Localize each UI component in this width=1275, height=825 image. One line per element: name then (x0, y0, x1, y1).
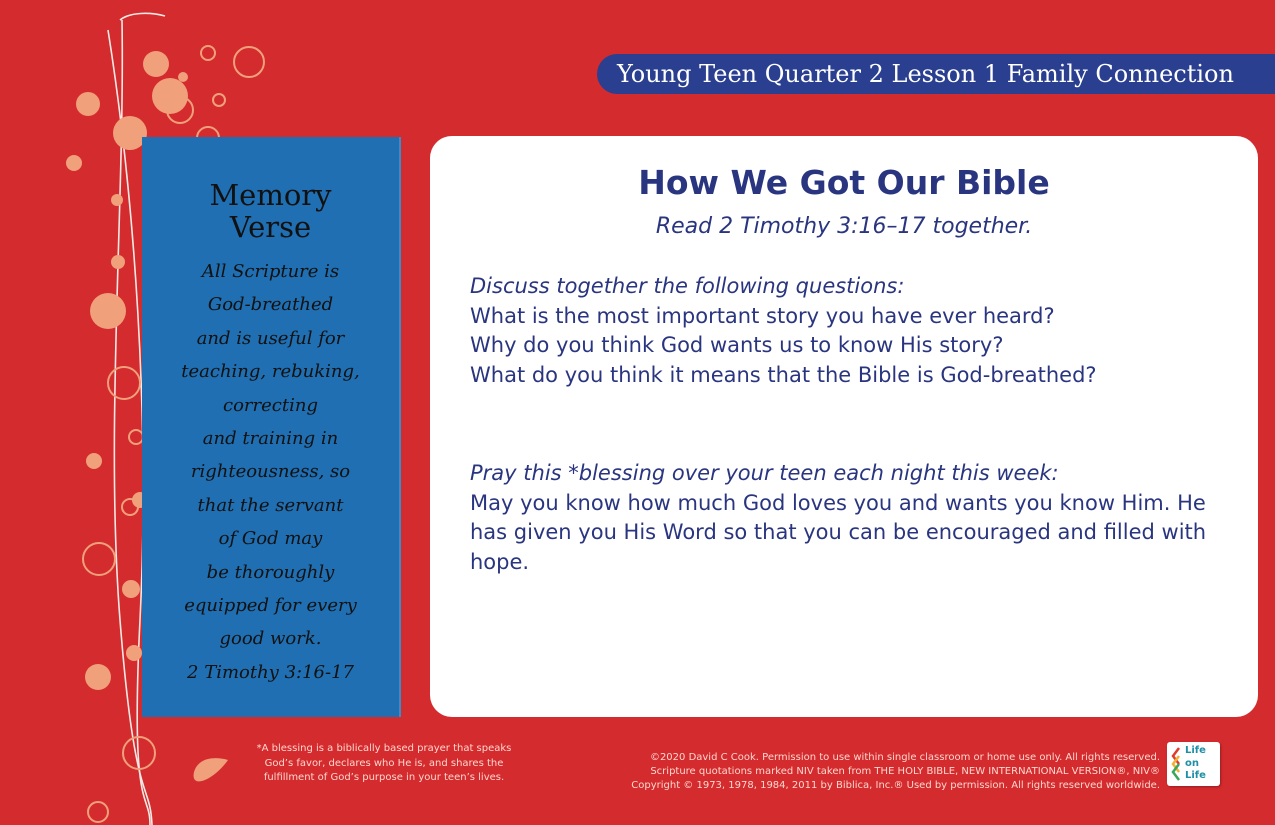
verse-line: correcting (223, 394, 318, 416)
verse-line: All Scripture is (201, 261, 340, 282)
copyright-line: Scripture quotations marked NIV taken from THE HOLY BIBLE, NEW INTERNATIONAL VERSION®, NIV® (650, 766, 1160, 777)
memory-verse-title-line2: Verse (229, 210, 312, 244)
logo-word: Life (1185, 745, 1206, 756)
logo-text (1185, 745, 1217, 783)
lesson-subtitle: Read 2 Timothy 3:16–17 together. (655, 214, 1033, 239)
verse-line: that the servant (197, 494, 344, 516)
blessing-text: May you know how much God loves you and wants you know Him. He has given you His Word so that you can be encouraged and filled with hope. (470, 490, 1207, 574)
copyright-notice (560, 751, 1160, 793)
prayer-lead: Pray this *blessing over your teen each night this week: (470, 461, 1059, 485)
verse-line: teaching, rebuking, (181, 361, 360, 383)
verse-line: be thoroughly (206, 561, 335, 583)
logo-word: Life (1185, 770, 1206, 781)
memory-verse-title (142, 179, 399, 243)
verse-reference: 2 Timothy 3:16-17 (187, 661, 354, 683)
lesson-card (430, 136, 1258, 717)
verse-line: good work. (219, 628, 322, 650)
memory-verse-text (142, 255, 399, 689)
verse-line: God-breathed (207, 294, 334, 316)
discussion-section (470, 272, 1230, 390)
prayer-section (470, 459, 1230, 577)
life-on-life-logo (1167, 742, 1220, 786)
memory-verse-title-line1: Memory (209, 178, 332, 212)
discussion-question: Why do you think God wants us to know His story? (470, 333, 1004, 357)
copyright-line: ©2020 David C Cook. Permission to use within single classroom or home use only. All rights reserved. (649, 752, 1160, 763)
verse-line: and training in (202, 428, 339, 450)
lesson-banner (597, 54, 1275, 94)
verse-line: equipped for every (184, 595, 357, 617)
copyright-line: Copyright © 1973, 1978, 1984, 2011 by Biblica, Inc.® Used by permission. All rights reserved worldwide. (631, 780, 1160, 791)
verse-line: righteousness, so (190, 461, 351, 483)
memory-verse-card (142, 137, 401, 717)
blessing-footnote: *A blessing is a biblically based prayer that speaks God’s favor, declares who He is, and shares the fulfillment of God’s purpose in your teen’s lives. (256, 743, 512, 783)
lesson-title: How We Got Our Bible (638, 163, 1050, 202)
logo-chevron-icon (1171, 747, 1181, 781)
logo-word: on (1185, 757, 1199, 769)
discussion-question: What is the most important story you have ever heard? (470, 303, 1055, 328)
discussion-question: What do you think it means that the Bible is God-breathed? (470, 362, 1097, 387)
discussion-lead: Discuss together the following questions: (470, 274, 905, 298)
verse-line: of God may (218, 528, 323, 550)
banner-title: Young Teen Quarter 2 Lesson 1 Family Connection (617, 60, 1234, 88)
verse-line: and is useful for (196, 327, 345, 349)
